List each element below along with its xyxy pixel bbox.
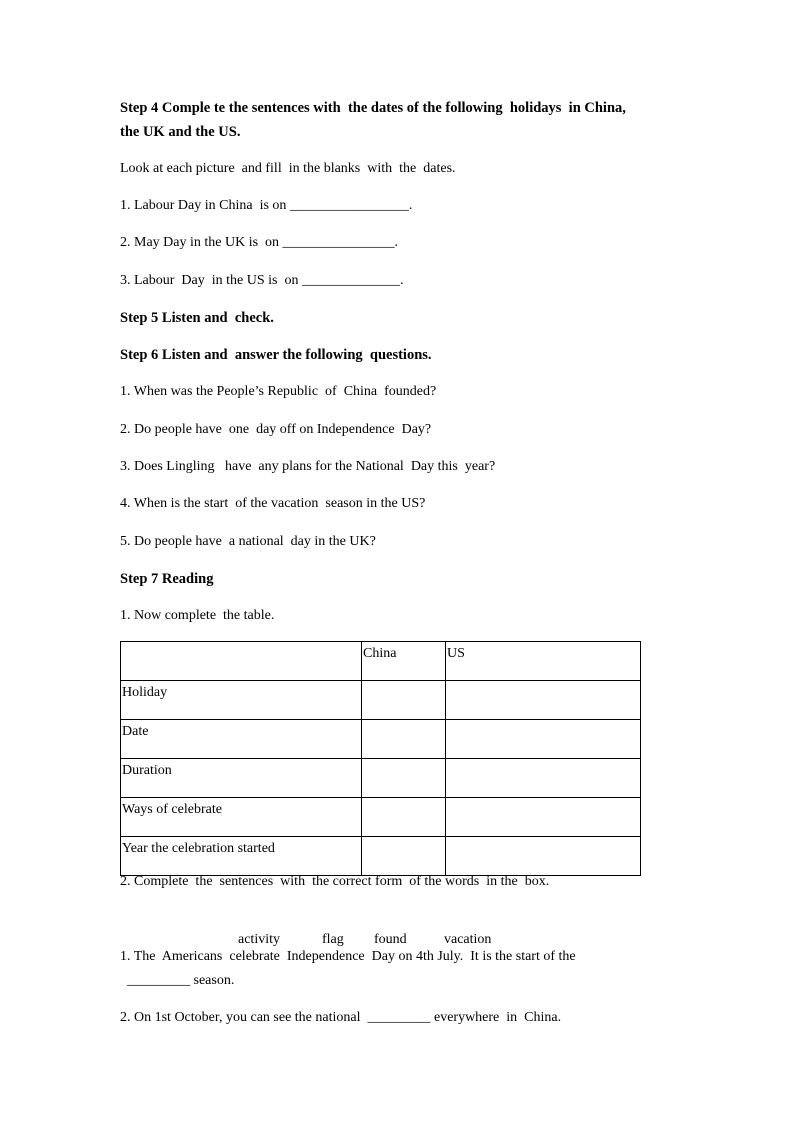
table-row <box>121 837 641 876</box>
table-cell-us[interactable] <box>446 681 641 720</box>
table-row-label: Duration <box>121 759 362 798</box>
step7-sentence-line: _________ season. <box>120 973 235 988</box>
step7-heading: Step 7 Reading <box>120 571 214 587</box>
table-cell-china[interactable] <box>362 759 446 798</box>
table-row <box>121 681 641 720</box>
step4-item: 3. Labour Day in the US is on ______________. <box>120 273 404 288</box>
step4-instruction: Look at each picture and fill in the blanks with the dates. <box>120 161 456 176</box>
table-header-cell: US <box>446 642 641 681</box>
step7-task1: 1. Now complete the table. <box>120 608 275 623</box>
table-row <box>121 720 641 759</box>
word-box-item: activity <box>238 932 280 947</box>
step6-question: 2. Do people have one day off on Independence Day? <box>120 422 432 437</box>
table-cell-us[interactable] <box>446 720 641 759</box>
table-header-cell: China <box>362 642 446 681</box>
step4-item: 1. Labour Day in China is on _________________. <box>120 198 413 213</box>
step4-item: 2. May Day in the UK is on ________________. <box>120 235 399 250</box>
step7-sentence-line: 1. The Americans celebrate Independence Day on 4th July. It is the start of the <box>120 949 576 964</box>
step6-heading: Step 6 Listen and answer the following questions. <box>120 347 432 363</box>
step6-question: 5. Do people have a national day in the UK? <box>120 534 376 549</box>
table-row-label: Holiday <box>121 681 362 720</box>
table-cell-china[interactable] <box>362 720 446 759</box>
table-row <box>121 759 641 798</box>
table-row-label: Date <box>121 720 362 759</box>
holiday-comparison-table <box>120 641 641 876</box>
table-cell-us[interactable] <box>446 759 641 798</box>
step4-heading-line2: the UK and the US. <box>120 124 241 140</box>
table-row <box>121 798 641 837</box>
table-cell-us[interactable] <box>446 837 641 876</box>
word-box-item: found <box>374 932 407 947</box>
step6-question: 4. When is the start of the vacation season in the US? <box>120 496 426 511</box>
step7-sentence-line: 2. On 1st October, you can see the national _________ everywhere in China. <box>120 1010 562 1025</box>
table-header-cell <box>121 642 362 681</box>
table-row-label: Ways of celebrate <box>121 798 362 837</box>
table-row-label: Year the celebration started <box>121 837 362 876</box>
step4-heading-line1: Step 4 Comple te the sentences with the dates of the following holidays in China, <box>120 100 626 116</box>
step6-question: 1. When was the People’s Republic of China founded? <box>120 384 437 399</box>
table-cell-china[interactable] <box>362 681 446 720</box>
table-cell-china[interactable] <box>362 837 446 876</box>
table-cell-us[interactable] <box>446 798 641 837</box>
table-cell-china[interactable] <box>362 798 446 837</box>
word-box-item: flag <box>322 932 344 947</box>
table-header-row <box>121 642 641 681</box>
step5-heading: Step 5 Listen and check. <box>120 310 274 326</box>
word-box-item: vacation <box>444 932 492 947</box>
step7-task2: 2. Complete the sentences with the correct form of the words in the box. <box>120 874 550 889</box>
step6-question: 3. Does Lingling have any plans for the National Day this year? <box>120 459 496 474</box>
